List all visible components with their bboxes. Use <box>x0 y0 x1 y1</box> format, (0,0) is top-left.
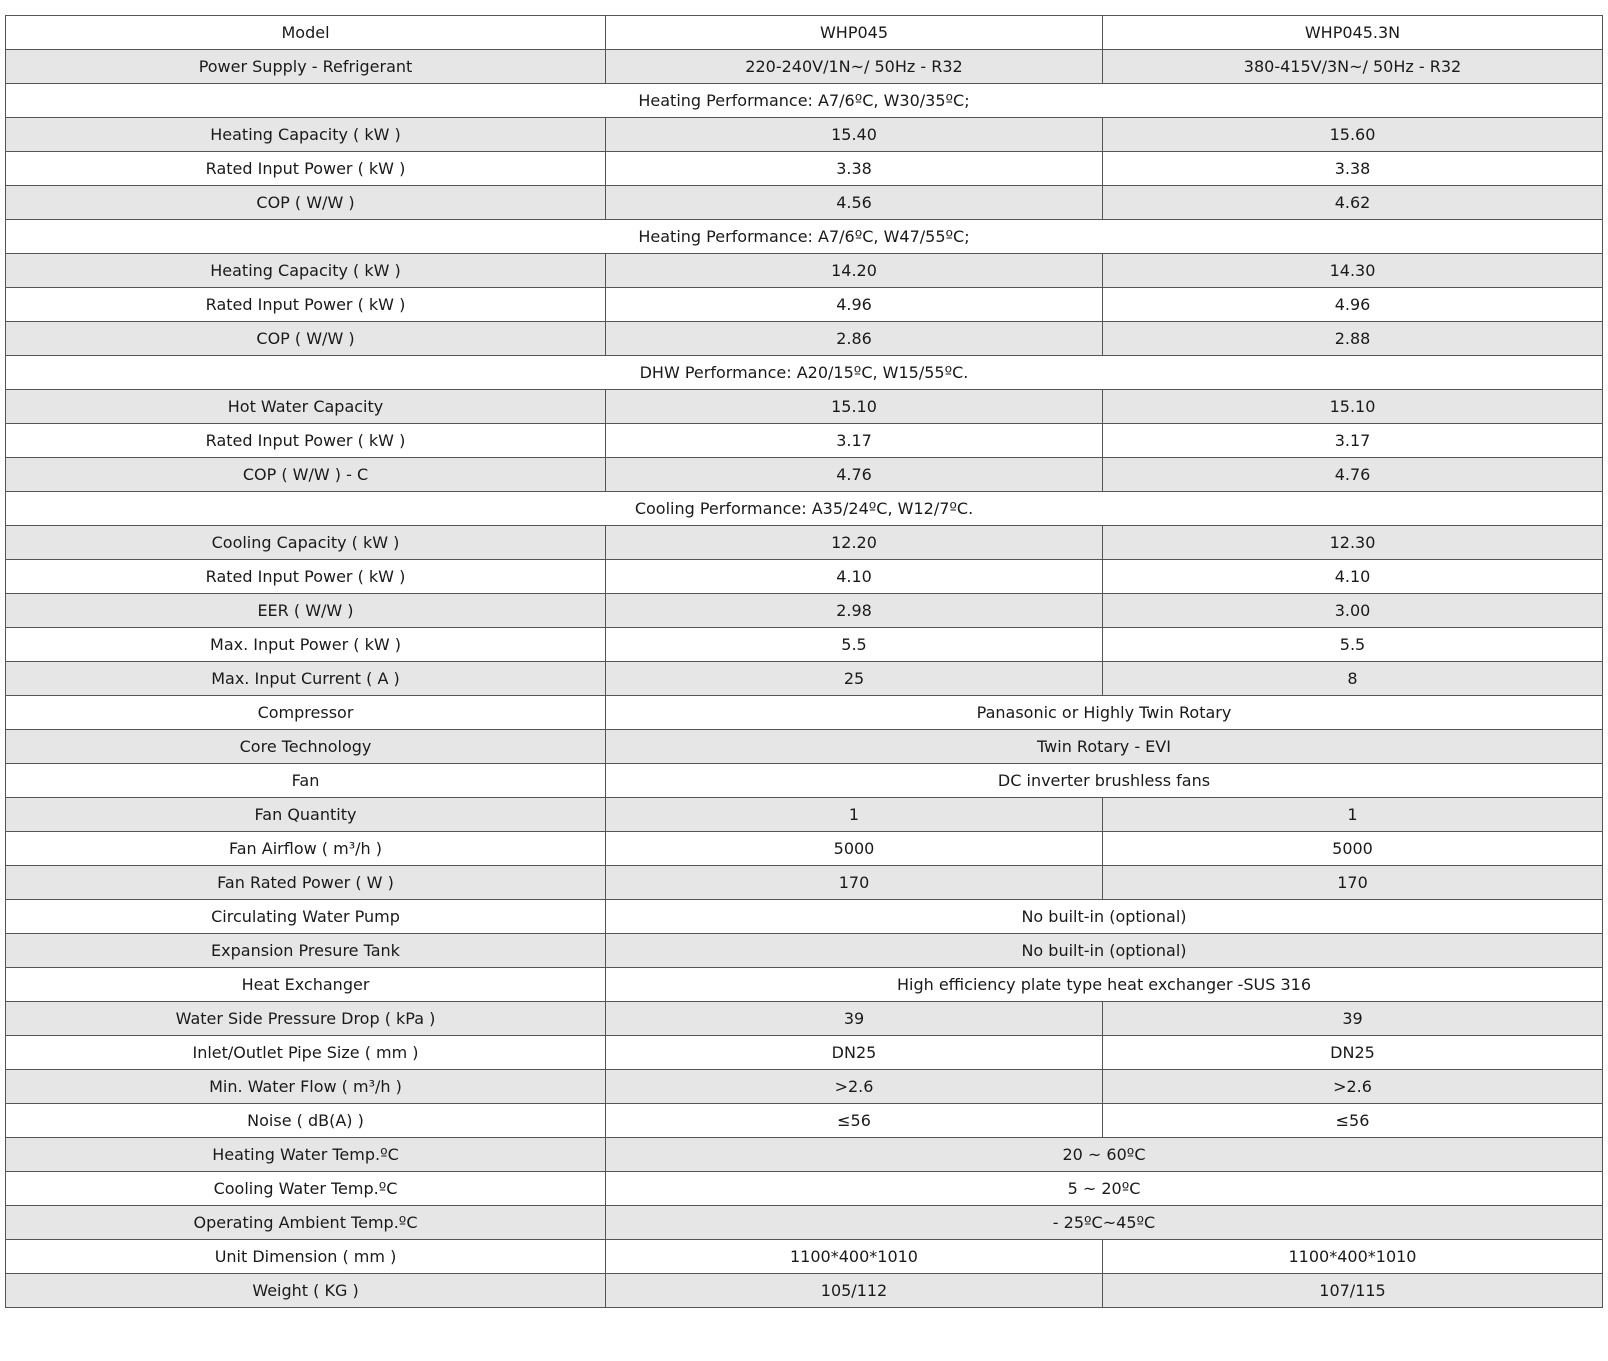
table-row <box>6 16 1603 50</box>
spec-label-cell: Fan <box>6 764 606 798</box>
spec-value-cell-whp045-3n: ≤56 <box>1103 1104 1603 1138</box>
spec-value-cell-whp045: 3.17 <box>606 424 1103 458</box>
spec-label-cell: Max. Input Power ( kW ) <box>6 628 606 662</box>
table-row <box>6 458 1603 492</box>
table-row <box>6 832 1603 866</box>
table-row <box>6 118 1603 152</box>
table-row <box>6 968 1603 1002</box>
table-row <box>6 696 1603 730</box>
spec-value-cell-shared: No built-in (optional) <box>606 900 1603 934</box>
spec-value-cell-whp045: 12.20 <box>606 526 1103 560</box>
spec-label-cell: Heating Water Temp.ºC <box>6 1138 606 1172</box>
spec-label-cell: Model <box>6 16 606 50</box>
table-row <box>6 1240 1603 1274</box>
section-title-cell: DHW Performance: A20/15ºC, W15/55ºC. <box>6 356 1603 390</box>
spec-label-cell: Fan Quantity <box>6 798 606 832</box>
spec-value-cell-shared: Panasonic or Highly Twin Rotary <box>606 696 1603 730</box>
spec-value-cell-whp045-3n: 170 <box>1103 866 1603 900</box>
spec-label-cell: Rated Input Power ( kW ) <box>6 152 606 186</box>
spec-value-cell-whp045: 170 <box>606 866 1103 900</box>
spec-label-cell: Rated Input Power ( kW ) <box>6 560 606 594</box>
table-row <box>6 1206 1603 1240</box>
spec-value-cell-whp045: 4.10 <box>606 560 1103 594</box>
spec-value-cell-whp045: DN25 <box>606 1036 1103 1070</box>
spec-label-cell: Fan Rated Power ( W ) <box>6 866 606 900</box>
table-row <box>6 866 1603 900</box>
spec-value-cell-whp045: 5.5 <box>606 628 1103 662</box>
spec-label-cell: Unit Dimension ( mm ) <box>6 1240 606 1274</box>
table-row <box>6 254 1603 288</box>
spec-value-cell-whp045: 2.98 <box>606 594 1103 628</box>
section-header-row <box>6 220 1603 254</box>
spec-table-body <box>6 16 1603 1308</box>
spec-value-cell-whp045-3n: 3.00 <box>1103 594 1603 628</box>
table-row <box>6 560 1603 594</box>
spec-value-cell-shared: 5 ~ 20ºC <box>606 1172 1603 1206</box>
spec-value-cell-whp045-3n: 15.60 <box>1103 118 1603 152</box>
spec-value-cell-whp045: 15.10 <box>606 390 1103 424</box>
spec-label-cell: Noise ( dB(A) ) <box>6 1104 606 1138</box>
table-row <box>6 390 1603 424</box>
spec-value-cell-whp045-3n: 4.62 <box>1103 186 1603 220</box>
table-row <box>6 1274 1603 1308</box>
spec-value-cell-whp045: 1100*400*1010 <box>606 1240 1103 1274</box>
spec-label-cell: Core Technology <box>6 730 606 764</box>
spec-label-cell: Max. Input Current ( A ) <box>6 662 606 696</box>
spec-label-cell: Expansion Presure Tank <box>6 934 606 968</box>
spec-label-cell: Min. Water Flow ( m³/h ) <box>6 1070 606 1104</box>
spec-value-cell-whp045: 2.86 <box>606 322 1103 356</box>
spec-value-cell-whp045: 105/112 <box>606 1274 1103 1308</box>
spec-value-cell-whp045-3n: 14.30 <box>1103 254 1603 288</box>
spec-label-cell: Hot Water Capacity <box>6 390 606 424</box>
spec-value-cell-whp045-3n: 3.38 <box>1103 152 1603 186</box>
spec-label-cell: COP ( W/W ) <box>6 186 606 220</box>
table-row <box>6 628 1603 662</box>
spec-label-cell: Weight ( KG ) <box>6 1274 606 1308</box>
spec-value-cell-whp045-3n: 1 <box>1103 798 1603 832</box>
table-row <box>6 1172 1603 1206</box>
table-row <box>6 322 1603 356</box>
spec-value-cell-whp045-3n: 8 <box>1103 662 1603 696</box>
spec-value-cell-shared: No built-in (optional) <box>606 934 1603 968</box>
spec-value-cell-whp045-3n: DN25 <box>1103 1036 1603 1070</box>
spec-label-cell: EER ( W/W ) <box>6 594 606 628</box>
spec-label-cell: Inlet/Outlet Pipe Size ( mm ) <box>6 1036 606 1070</box>
spec-label-cell: Cooling Capacity ( kW ) <box>6 526 606 560</box>
spec-label-cell: Heating Capacity ( kW ) <box>6 118 606 152</box>
table-row <box>6 1104 1603 1138</box>
table-row <box>6 50 1603 84</box>
spec-value-cell-whp045: 25 <box>606 662 1103 696</box>
spec-value-cell-whp045: 14.20 <box>606 254 1103 288</box>
spec-label-cell: Power Supply - Refrigerant <box>6 50 606 84</box>
spec-value-cell-whp045: 4.76 <box>606 458 1103 492</box>
spec-label-cell: Water Side Pressure Drop ( kPa ) <box>6 1002 606 1036</box>
table-row <box>6 288 1603 322</box>
spec-value-cell-whp045-3n: 107/115 <box>1103 1274 1603 1308</box>
spec-value-cell-shared: High efficiency plate type heat exchanger -SUS 316 <box>606 968 1603 1002</box>
spec-value-cell-whp045-3n: 39 <box>1103 1002 1603 1036</box>
spec-value-cell-whp045: 5000 <box>606 832 1103 866</box>
spec-value-cell-whp045: ≤56 <box>606 1104 1103 1138</box>
spec-value-cell-whp045: WHP045 <box>606 16 1103 50</box>
section-header-row <box>6 84 1603 118</box>
spec-value-cell-whp045-3n: 12.30 <box>1103 526 1603 560</box>
spec-value-cell-whp045-3n: 4.96 <box>1103 288 1603 322</box>
spec-value-cell-whp045-3n: 380-415V/3N~/ 50Hz - R32 <box>1103 50 1603 84</box>
spec-label-cell: Circulating Water Pump <box>6 900 606 934</box>
spec-value-cell-whp045-3n: 4.76 <box>1103 458 1603 492</box>
section-title-cell: Heating Performance: A7/6ºC, W30/35ºC; <box>6 84 1603 118</box>
section-title-cell: Cooling Performance: A35/24ºC, W12/7ºC. <box>6 492 1603 526</box>
table-row <box>6 1002 1603 1036</box>
section-header-row <box>6 356 1603 390</box>
table-row <box>6 594 1603 628</box>
spec-value-cell-whp045-3n: 5000 <box>1103 832 1603 866</box>
spec-label-cell: Cooling Water Temp.ºC <box>6 1172 606 1206</box>
table-row <box>6 934 1603 968</box>
table-row <box>6 900 1603 934</box>
spec-label-cell: Operating Ambient Temp.ºC <box>6 1206 606 1240</box>
spec-value-cell-whp045-3n: 3.17 <box>1103 424 1603 458</box>
spec-value-cell-shared: - 25ºC~45ºC <box>606 1206 1603 1240</box>
spec-value-cell-whp045-3n: 5.5 <box>1103 628 1603 662</box>
spec-label-cell: Rated Input Power ( kW ) <box>6 424 606 458</box>
table-row <box>6 424 1603 458</box>
spec-label-cell: COP ( W/W ) <box>6 322 606 356</box>
spec-value-cell-whp045: 220-240V/1N~/ 50Hz - R32 <box>606 50 1103 84</box>
table-row <box>6 152 1603 186</box>
spec-table <box>5 15 1603 1308</box>
spec-value-cell-whp045: 4.56 <box>606 186 1103 220</box>
table-row <box>6 1036 1603 1070</box>
spec-label-cell: COP ( W/W ) - C <box>6 458 606 492</box>
spec-value-cell-whp045: 15.40 <box>606 118 1103 152</box>
spec-value-cell-shared: Twin Rotary - EVI <box>606 730 1603 764</box>
spec-value-cell-whp045: 39 <box>606 1002 1103 1036</box>
spec-value-cell-whp045-3n: 1100*400*1010 <box>1103 1240 1603 1274</box>
spec-label-cell: Fan Airflow ( m³/h ) <box>6 832 606 866</box>
spec-value-cell-whp045-3n: 15.10 <box>1103 390 1603 424</box>
table-row <box>6 1138 1603 1172</box>
spec-value-cell-whp045: 4.96 <box>606 288 1103 322</box>
spec-label-cell: Heat Exchanger <box>6 968 606 1002</box>
table-row <box>6 730 1603 764</box>
spec-value-cell-whp045: 1 <box>606 798 1103 832</box>
spec-label-cell: Rated Input Power ( kW ) <box>6 288 606 322</box>
spec-value-cell-shared: 20 ~ 60ºC <box>606 1138 1603 1172</box>
spec-value-cell-whp045-3n: 2.88 <box>1103 322 1603 356</box>
spec-value-cell-whp045-3n: >2.6 <box>1103 1070 1603 1104</box>
section-title-cell: Heating Performance: A7/6ºC, W47/55ºC; <box>6 220 1603 254</box>
table-row <box>6 526 1603 560</box>
table-row <box>6 764 1603 798</box>
spec-value-cell-shared: DC inverter brushless fans <box>606 764 1603 798</box>
spec-value-cell-whp045: 3.38 <box>606 152 1103 186</box>
table-row <box>6 186 1603 220</box>
spec-label-cell: Compressor <box>6 696 606 730</box>
table-row <box>6 662 1603 696</box>
table-row <box>6 798 1603 832</box>
spec-value-cell-whp045-3n: 4.10 <box>1103 560 1603 594</box>
spec-value-cell-whp045-3n: WHP045.3N <box>1103 16 1603 50</box>
table-row <box>6 1070 1603 1104</box>
spec-value-cell-whp045: >2.6 <box>606 1070 1103 1104</box>
section-header-row <box>6 492 1603 526</box>
spec-label-cell: Heating Capacity ( kW ) <box>6 254 606 288</box>
